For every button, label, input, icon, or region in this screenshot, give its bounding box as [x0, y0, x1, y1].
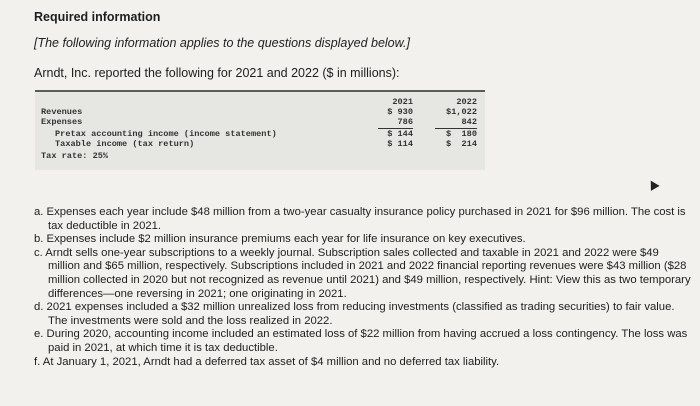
- list-item: a. Expenses each year include $48 million from a two-year casualty insurance policy purchased in 2021 for $96 million. The cost is tax deductible in 2021.: [34, 206, 686, 232]
- table-row-taxable-income: [35, 138, 485, 150]
- required-information-heading: Required information: [34, 10, 161, 24]
- list-item: e. During 2020, accounting income included an estimated loss of $22 million from having accrued a loss contingency. The loss was paid in 2021, at which time it is tax deductible.: [34, 328, 688, 354]
- value-2022: $1,022: [446, 107, 477, 117]
- value-2022: $ 214: [446, 139, 477, 149]
- instruction-note: [The following information applies to the questions displayed below.]: [34, 36, 410, 50]
- value-2022: 842: [435, 116, 477, 129]
- row-label: Taxable income (tax return): [55, 139, 195, 149]
- value-2021: $ 930: [387, 107, 413, 117]
- row-label: Expenses: [41, 117, 83, 127]
- row-label: Revenues: [41, 107, 83, 117]
- value-2021: 786: [378, 116, 413, 129]
- value-2021: $ 114: [387, 139, 413, 149]
- value-2021: $ 144: [387, 129, 413, 139]
- table-row-tax-rate: [35, 150, 485, 162]
- notes-list: [34, 206, 692, 369]
- column-header-2021: 2021: [392, 97, 413, 107]
- intro-text: Arndt, Inc. reported the following for 2021 and 2022 ($ in millions):: [34, 66, 400, 80]
- row-label: Tax rate: 25%: [41, 151, 109, 161]
- value-2022: $ 180: [446, 129, 477, 139]
- column-header-2022: 2022: [456, 97, 477, 107]
- table-row-expenses: [35, 116, 485, 128]
- row-label: Pretax accounting income (income statement): [55, 129, 277, 139]
- list-item: f. At January 1, 2021, Arndt had a deferred tax asset of $4 million and no deferred tax liability.: [34, 355, 500, 368]
- list-item: c. Arndt sells one-year subscriptions to a weekly journal. Subscription sales collected and taxable in 2021 and 2022 were $49 million and $65 million, respectively. Subscriptions included in 2021 and 2022 financial reporting revenues were $43 million ($28 million collected in 2020 but not recognized as revenue until 2021) and $49 million, respectively. Hint: View this as two temporary differences—one reversing in 2021; one originating in 2021.: [34, 246, 691, 300]
- mouse-cursor-icon: [646, 178, 659, 191]
- list-item: d. 2021 expenses included a $32 million unrealized loss from reducing investments (classified as trading securities) to fair value. The investments were sold and the loss realized in 2022.: [34, 301, 675, 327]
- list-item: b. Expenses include $2 million insurance premiums each year for life insurance on key executives.: [34, 233, 526, 246]
- financial-data-table: [35, 90, 485, 170]
